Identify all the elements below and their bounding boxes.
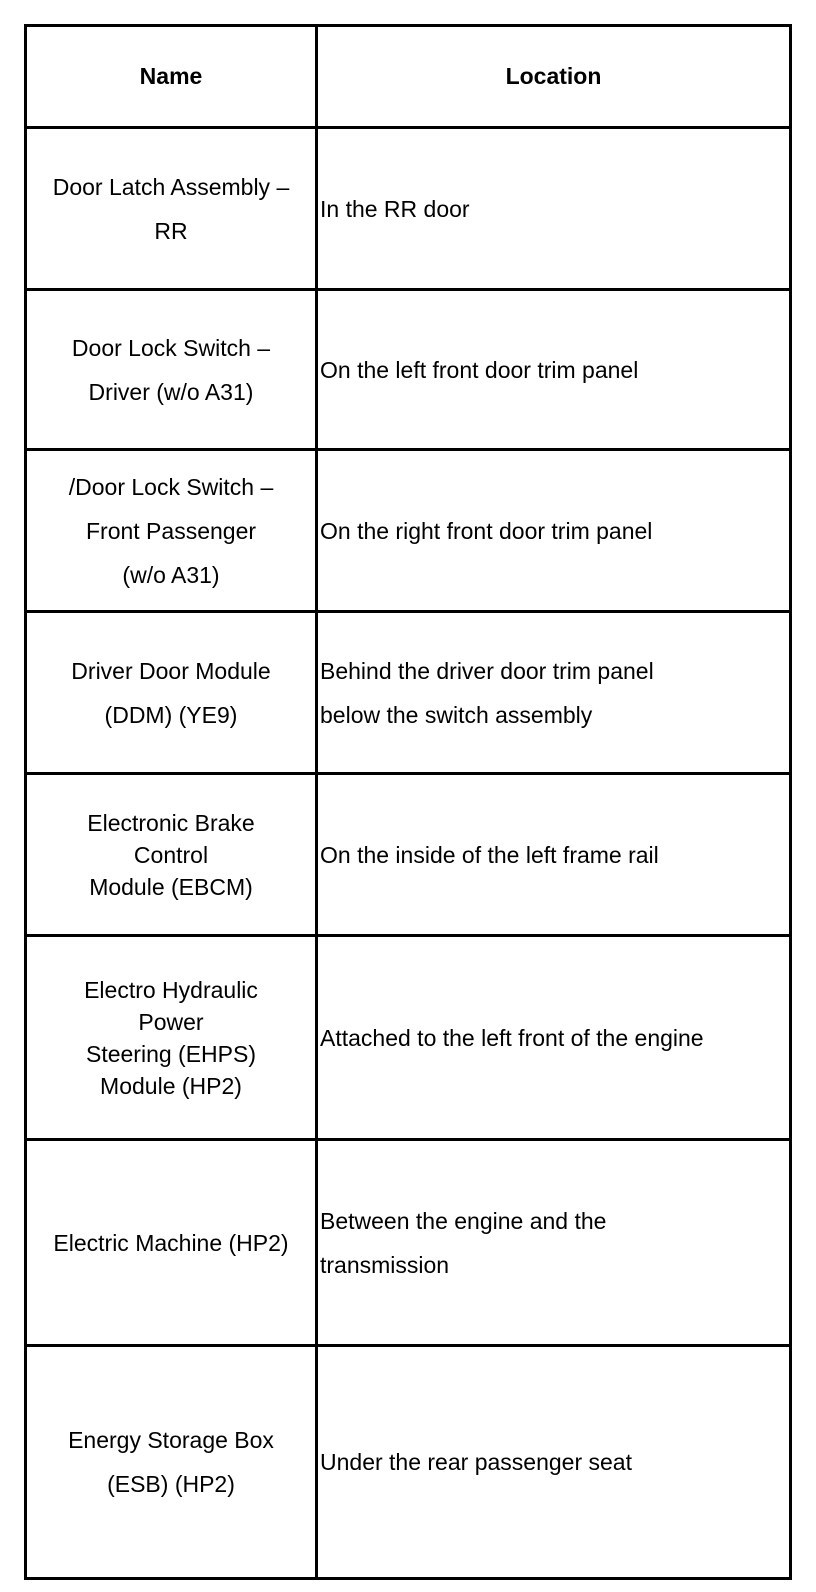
location-cell [318, 451, 789, 610]
component-location: Under the rear passenger seat [320, 1449, 632, 1475]
table-row [27, 937, 789, 1141]
header-row [27, 27, 789, 129]
component-location: On the left front door trim panel [320, 356, 639, 383]
table-row [27, 1141, 789, 1347]
name-cell [27, 1141, 315, 1344]
name-cell [27, 937, 315, 1138]
table-row [27, 451, 789, 613]
table-row [27, 129, 789, 291]
component-name: Door Latch Assembly – RR [52, 173, 290, 244]
table-row [27, 1347, 789, 1577]
name-cell [27, 775, 315, 934]
table-row [27, 613, 789, 775]
location-cell [318, 775, 789, 934]
component-name: Electric Machine (HP2) [53, 1229, 289, 1256]
header-location-cell [318, 27, 789, 126]
table-row [27, 291, 789, 451]
location-cell [318, 1347, 789, 1577]
header-name: Name [139, 63, 203, 89]
component-location: In the RR door [320, 195, 470, 222]
component-location: Between the engine and the transmission [320, 1207, 607, 1278]
name-cell [27, 129, 315, 288]
location-cell [318, 1141, 789, 1344]
name-cell [27, 451, 315, 610]
header-location: Location [505, 63, 602, 89]
component-name: Driver Door Module (DDM) (YE9) [71, 657, 271, 728]
name-cell [27, 613, 315, 772]
component-name: Door Lock Switch – Driver (w/o A31) [71, 334, 271, 405]
table-row [27, 775, 789, 937]
component-location: Attached to the left front of the engine [320, 1024, 704, 1051]
component-name: /Door Lock Switch – Front Passenger (w/o A31) [68, 473, 274, 588]
component-name: Electronic Brake Control Module (EBCM) [87, 809, 255, 900]
component-name: Energy Storage Box (ESB) (HP2) [68, 1427, 274, 1497]
location-cell [318, 129, 789, 288]
component-location: On the right front door trim panel [320, 517, 653, 544]
component-location-table [24, 24, 792, 1580]
location-cell [318, 291, 789, 448]
header-name-cell [27, 27, 315, 126]
location-cell [318, 613, 789, 772]
component-location: Behind the driver door trim panel below the switch assembly [320, 657, 654, 728]
component-location: On the inside of the left frame rail [320, 841, 659, 868]
location-cell [318, 937, 789, 1138]
component-name: Electro Hydraulic Power Steering (EHPS) Module (HP2) [84, 976, 258, 1099]
name-cell [27, 1347, 315, 1577]
name-cell [27, 291, 315, 448]
